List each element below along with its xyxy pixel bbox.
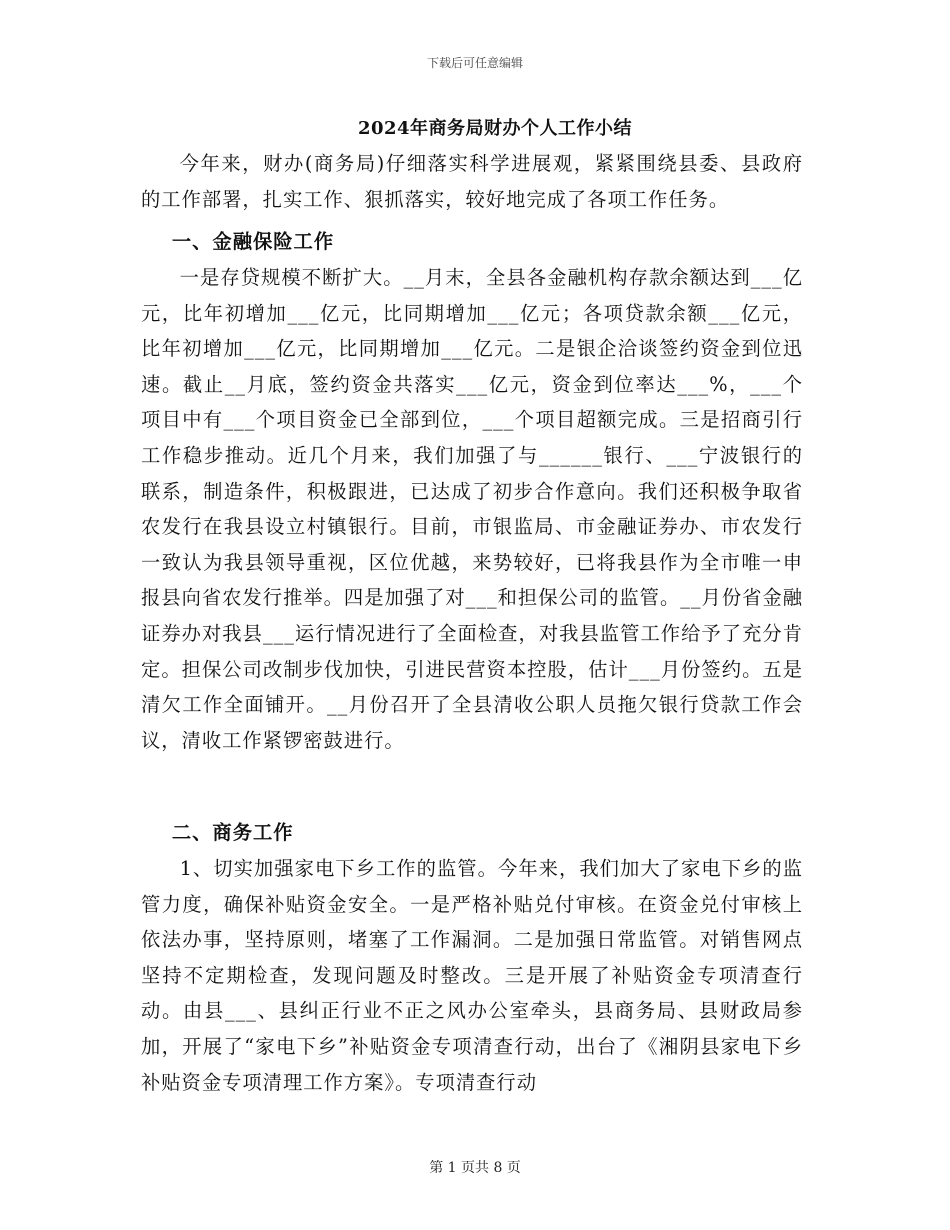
- section-heading-finance: 一、金融保险工作: [171, 230, 335, 253]
- section-heading-commerce: 二、商务工作: [171, 821, 294, 844]
- page-number-footer: 第 1 页共 8 页: [429, 1160, 521, 1176]
- intro-paragraph: [141, 146, 803, 217]
- intro-text: 今年来，财办(商务局)仔细落实科学进展观，紧紧围绕县委、县政府的工作部署，扎实工作、狠抓落实，较好地完成了各项工作任务。: [141, 152, 803, 211]
- section-body-commerce: [141, 851, 803, 1100]
- section-body-finance: [141, 260, 803, 758]
- finance-paragraph: 一是存贷规模不断扩大。__月末，全县各金融机构存款余额达到___亿元，比年初增加___亿元，比同期增加___亿元；各项贷款余额___亿元，比年初增加___亿元，比同期增加___亿元。二是银企洽谈签约资金到位迅速。截止__月底，签约资金共落实___亿元，资金到位率达___%，___个项目中有___个项目资金已全部到位，___个项目超额完成。三是招商引行工作稳步推动。近几个月来，我们加强了与______银行、___宁波银行的联系，制造条件，积极跟进，已达成了初步合作意向。我们还积极争取省农发行在我县设立村镇银行。目前，市银监局、市金融证券办、市农发行一致认为我县领导重视，区位优越，来势较好，已将我县作为全市唯一申报县向省农发行推举。四是加强了对___和担保公司的监管。__月份省金融证券办对我县___运行情况进行了全面检查，对我县监管工作给予了充分肯定。担保公司改制步伐加快，引进民营资本控股，估计___月份签约。五是清欠工作全面铺开。__月份召开了全县清收公职人员拖欠银行贷款工作会议，清收工作紧锣密鼓进行。: [141, 266, 803, 752]
- document-title: 2024年商务局财办个人工作小结: [357, 118, 633, 139]
- page-header-note: 下载后可任意编辑: [426, 56, 523, 70]
- commerce-paragraph: 1、切实加强家电下乡工作的监管。今年来，我们加大了家电下乡的监管力度，确保补贴资金安全。一是严格补贴兑付审核。在资金兑付审核上依法办事，坚持原则，堵塞了工作漏洞。二是加强日常监管。对销售网点坚持不定期检查，发现问题及时整改。三是开展了补贴资金专项清查行动。由县___、县纠正行业不正之风办公室牵头，县商务局、县财政局参加，开展了“家电下乡”补贴资金专项清查行动，出台了《湘阴县家电下乡补贴资金专项清理工作方案》。专项清查行动: [141, 857, 803, 1094]
